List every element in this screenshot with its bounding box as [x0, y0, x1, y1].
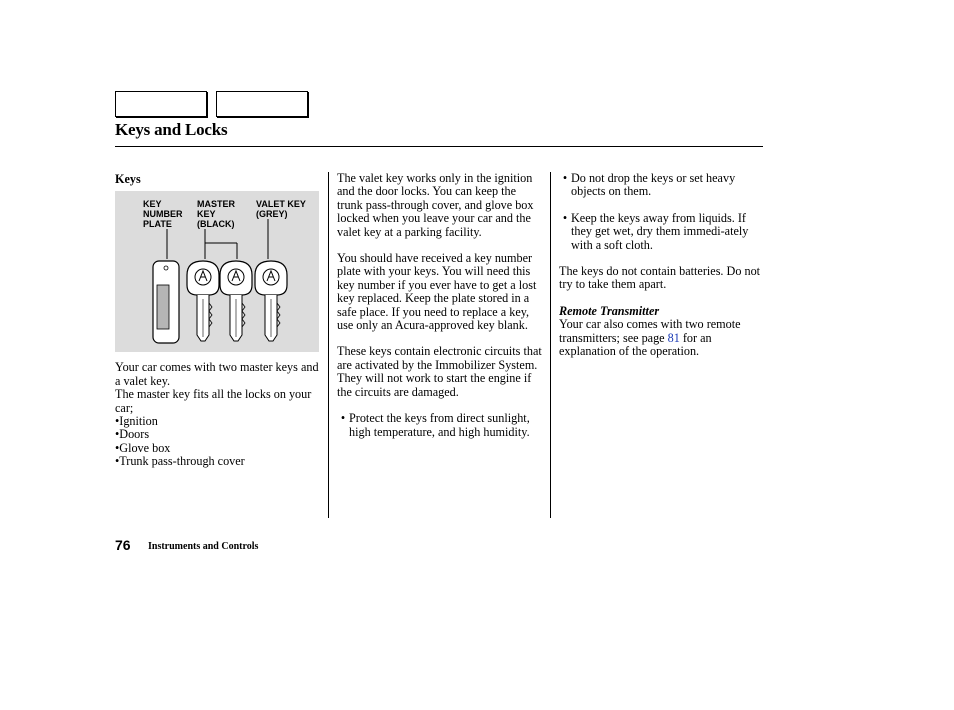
- title-divider: [115, 146, 763, 147]
- nav-prev-button[interactable]: [115, 91, 207, 117]
- col3-para2: Your car also comes with two remote transmitters; see page 81 for an explanation of the operation.: [559, 317, 741, 359]
- col3-para1: The keys do not contain batteries. Do not try to take them apart.: [559, 264, 761, 292]
- list-item: •Trunk pass-through cover: [115, 454, 245, 469]
- label-key-number-plate: KEY NUMBER PLATE: [143, 199, 183, 229]
- bullet-text: Do not drop the keys or set heavy objects on them.: [571, 171, 736, 199]
- col1-para1: Your car comes with two master keys and a valet key.: [115, 360, 319, 388]
- master-key-1: [187, 261, 219, 341]
- column-2: [337, 172, 543, 439]
- list-item: •Doors: [115, 427, 150, 442]
- bullet-dot: •: [562, 171, 568, 185]
- valet-key: [255, 261, 287, 341]
- bullet-text: Keep the keys away from liquids. If they get wet, dry them immedi-ately with a soft cloth.: [571, 210, 749, 252]
- list-item: •Glove box: [115, 440, 171, 455]
- col2-para2: You should have received a key number plate with your keys. You will need this key number if you ever have to get a lost key replaced. Keep the plate stored in a safe place. If you need to replace a key, use only an Acura-approved key blank.: [337, 251, 537, 333]
- bullet-dot: •: [340, 411, 346, 426]
- col3-bullet-1: [559, 172, 764, 199]
- page-title: Keys and Locks: [115, 120, 228, 139]
- col2-para1: The valet key works only in the ignition and the door locks. You can keep the trunk pass-through cover, and glove box locked when you leave your car and the valet key at a parking facility.: [337, 171, 534, 239]
- nav-next-button[interactable]: [216, 91, 308, 117]
- keys-illustration: [115, 191, 319, 352]
- column-3: [559, 172, 764, 358]
- page-link-81[interactable]: 81: [667, 330, 680, 345]
- lock-list: [115, 415, 320, 469]
- col2-bullet-1: [337, 412, 543, 439]
- section-name: Instruments and Controls: [148, 541, 259, 552]
- keys-heading: Keys: [115, 172, 141, 186]
- col2-para3: These keys contain electronic circuits that are activated by the Immobilizer System. They will not work to start the engine if the circuits are damaged.: [337, 344, 542, 399]
- bullet-dot: •: [562, 210, 568, 225]
- bullet-text: Protect the keys from direct sunlight, high temperature, and high humidity.: [349, 411, 530, 439]
- column-divider-1: [328, 172, 329, 518]
- col1-para2: The master key fits all the locks on your car;: [115, 387, 312, 415]
- remote-transmitter-heading: Remote Transmitter: [559, 303, 660, 318]
- master-key-2: [220, 261, 252, 341]
- label-valet-key: VALET KEY (GREY): [256, 199, 306, 219]
- page-number: 76: [115, 537, 131, 553]
- col3-bullet-2: [559, 212, 764, 252]
- list-item: •Ignition: [115, 414, 158, 429]
- column-divider-2: [550, 172, 551, 518]
- label-master-key: MASTER KEY (BLACK): [197, 199, 235, 229]
